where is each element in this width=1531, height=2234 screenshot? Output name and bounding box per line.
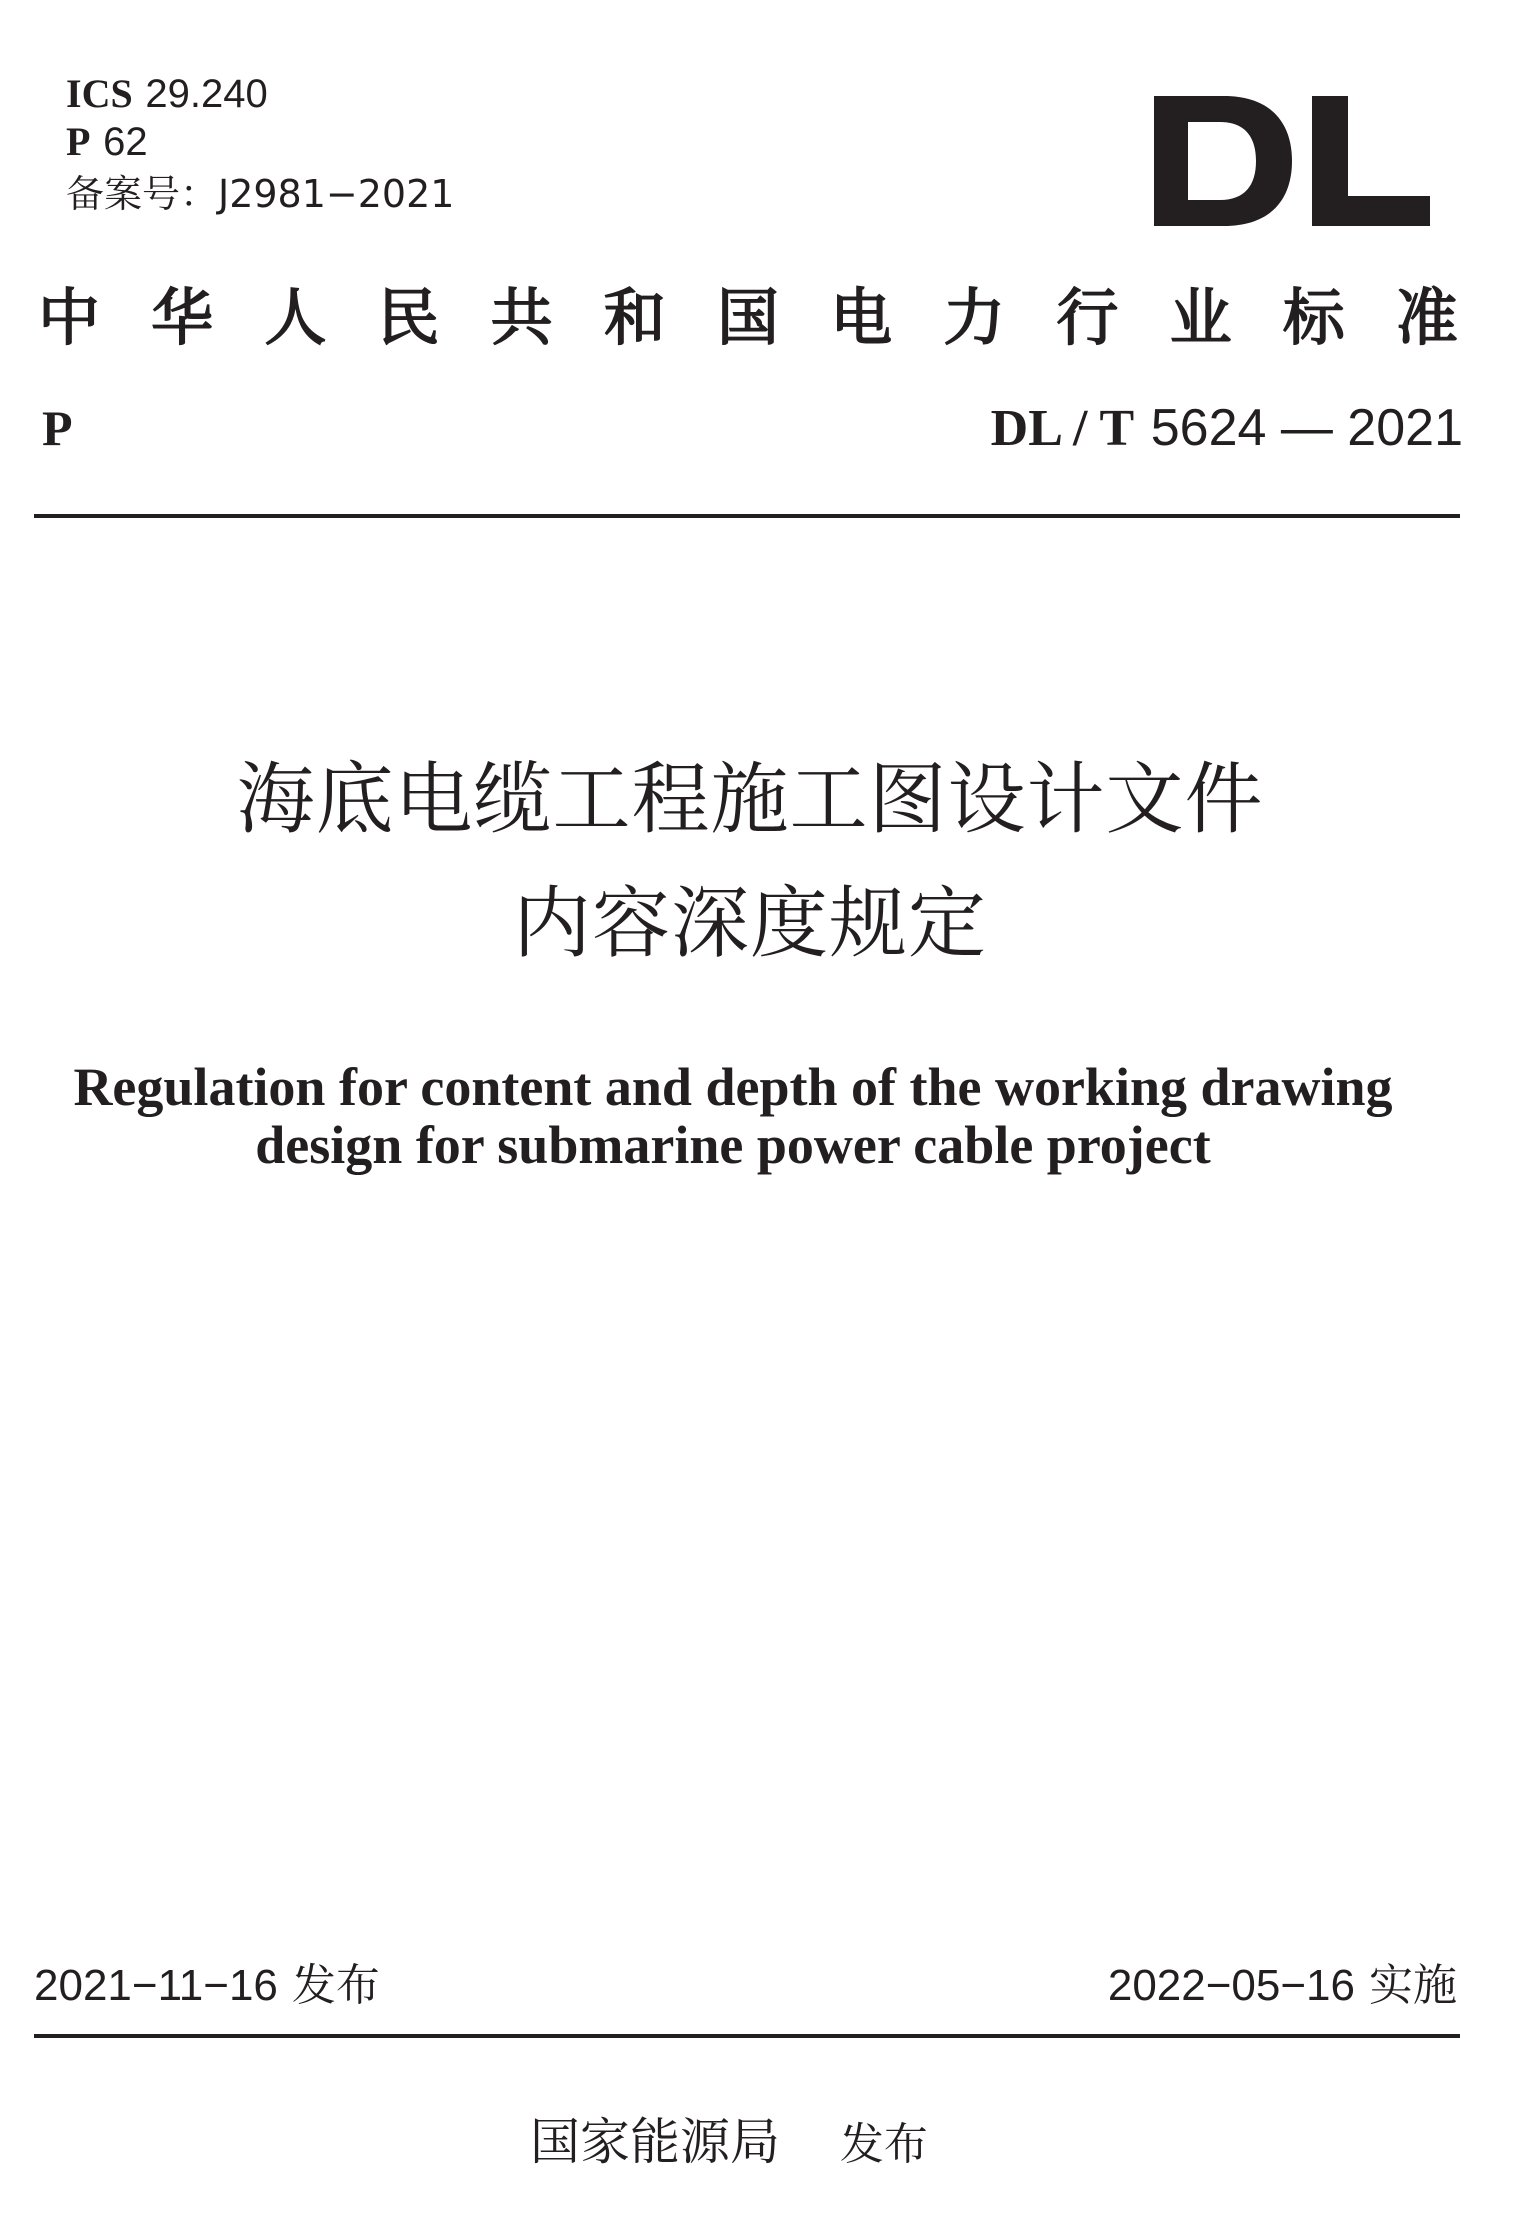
standard-category-char: 和 (603, 281, 666, 354)
title-en-line1: Regulation for content and depth of the working drawing (73, 1057, 1393, 1117)
p-code-line (66, 118, 148, 166)
standard-category-char: 准 (1395, 281, 1458, 354)
title-zh-line1: 海底电缆工程施工图设计文件 (236, 755, 1264, 845)
standard-category (38, 272, 1458, 364)
footer-divider (34, 2034, 1460, 2038)
publish-date-line (34, 1958, 380, 2014)
standard-category-char: 电 (830, 281, 893, 354)
standard-category-char: 力 (943, 281, 1006, 354)
standard-prefix: DL / T (990, 400, 1135, 457)
effective-date-line (1108, 1958, 1457, 2014)
issuer-action: 发布 (839, 2119, 928, 2170)
standard-category-char: 华 (151, 281, 214, 354)
effective-date: 2022−05−16 (1107, 1961, 1355, 2010)
standard-category-char: 中 (38, 281, 101, 354)
issuer-name: 国家能源局 (530, 2113, 780, 2171)
effective-label: 实施 (1369, 1960, 1457, 2011)
p-label: P (66, 119, 91, 164)
ics-code-line (66, 70, 268, 118)
issuer-line (530, 2110, 928, 2177)
publish-label: 发布 (291, 1960, 380, 2011)
standard-category-char: 国 (716, 281, 779, 354)
p-value: 62 (103, 120, 148, 164)
standard-number (991, 398, 1463, 459)
standard-code: 5624 — 2021 (1150, 399, 1463, 457)
classification-letter: P (42, 400, 73, 456)
standard-category-char: 行 (1056, 281, 1119, 354)
standard-category-char: 民 (377, 281, 440, 354)
standard-category-char: 共 (490, 281, 553, 354)
title-en-line2: design for submarine power cable project (255, 1115, 1211, 1175)
standard-category-char: 人 (264, 281, 327, 354)
filing-number: 备案号：J2981−2021 (66, 172, 455, 216)
standard-category-char: 业 (1169, 281, 1232, 354)
publish-date: 2021−11−16 (34, 1961, 278, 2010)
ics-value: 29.240 (145, 72, 268, 116)
ics-label: ICS (66, 71, 133, 116)
header-divider (34, 514, 1460, 518)
dl-logo (1154, 96, 1430, 226)
standard-category-char: 标 (1282, 281, 1345, 354)
title-zh-line2: 内容深度规定 (512, 879, 987, 969)
